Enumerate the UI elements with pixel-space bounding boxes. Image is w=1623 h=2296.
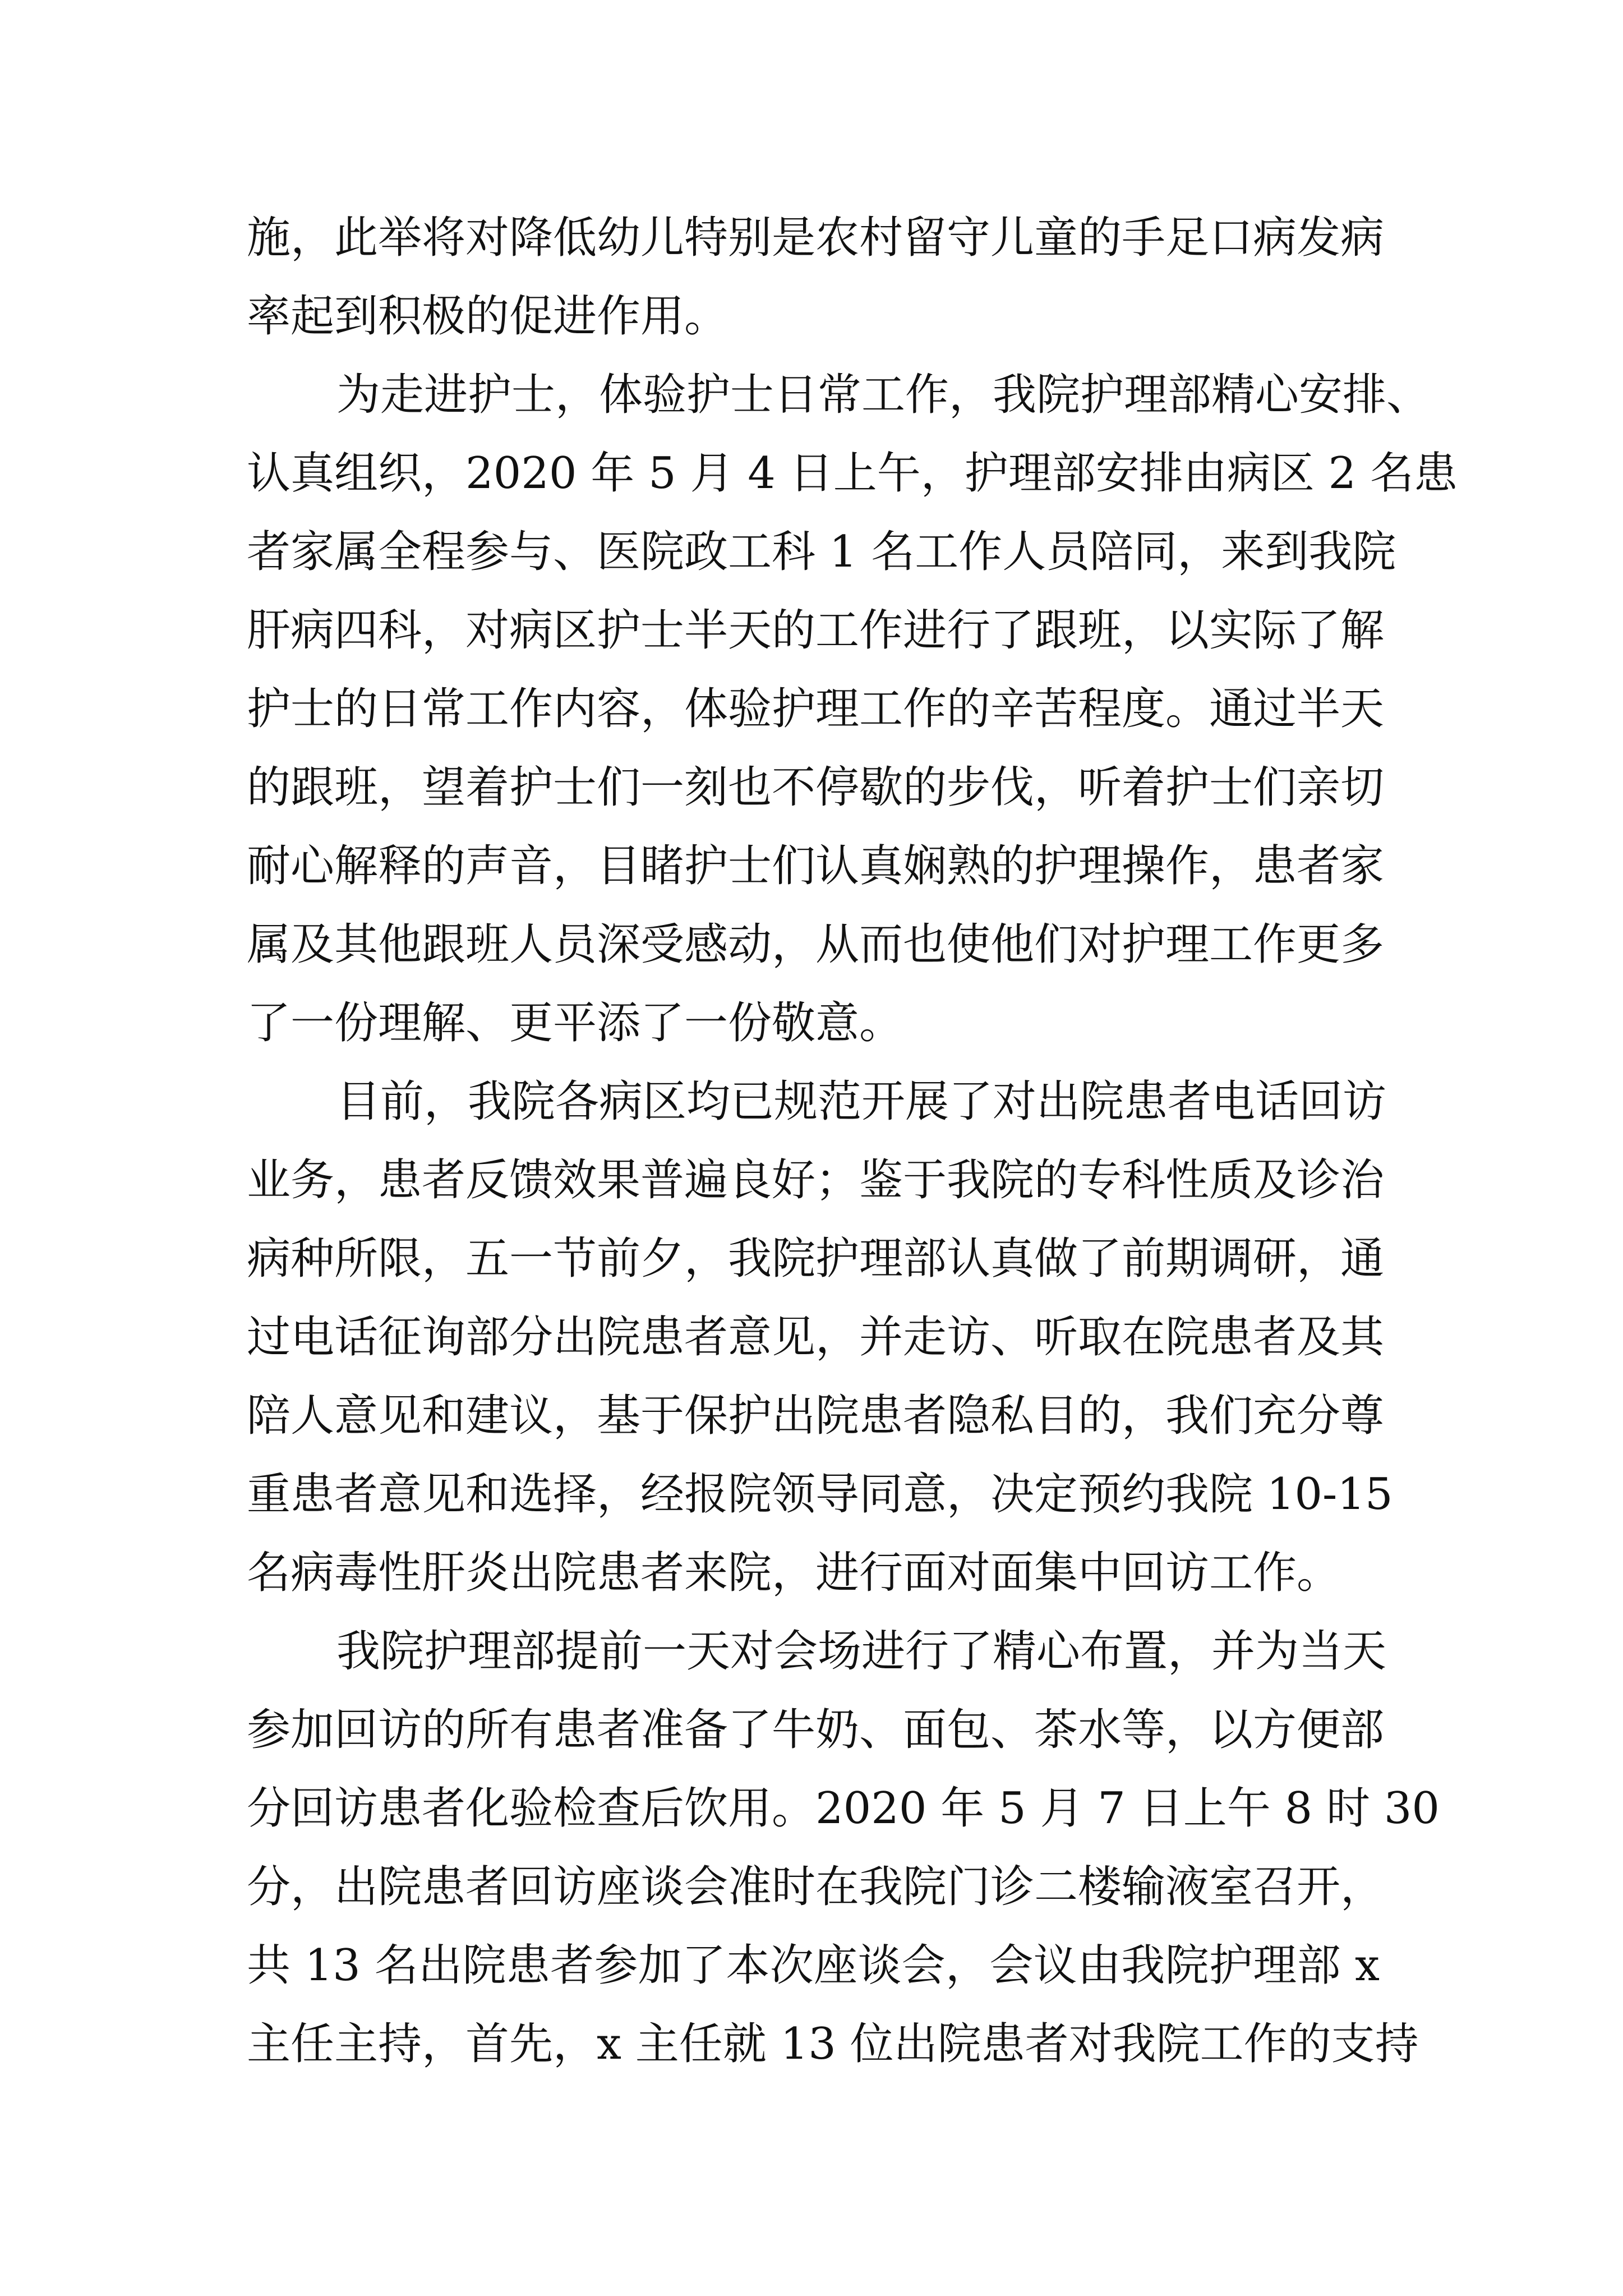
text-line: 共 13 名出院患者参加了本次座谈会，会议由我院护理部 x bbox=[247, 1940, 1380, 1991]
text-line: 参加回访的所有患者准备了牛奶、面包、茶水等，以方便部 bbox=[247, 1705, 1385, 1755]
text-line: 护士的日常工作内容，体验护理工作的辛苦程度。通过半天 bbox=[247, 684, 1385, 734]
paragraph-1 bbox=[247, 199, 1385, 356]
text-line: 属及其他跟班人员深受感动，从而也使他们对护理工作更多 bbox=[247, 919, 1385, 970]
paragraph-3 bbox=[247, 1062, 1393, 1612]
text-line: 率起到积极的促进作用。 bbox=[247, 291, 728, 342]
text-line: 名病毒性肝炎出院患者来院，进行面对面集中回访工作。 bbox=[247, 1548, 1341, 1598]
text-line: 耐心解释的声音，目睹护士们认真娴熟的护理操作，患者家 bbox=[247, 841, 1385, 891]
text-line: 的跟班，望着护士们一刻也不停歇的步伐，听着护士们亲切 bbox=[247, 762, 1385, 813]
text-line: 病种所限，五一节前夕，我院护理部认真做了前期调研，通 bbox=[247, 1234, 1385, 1284]
paragraph-2 bbox=[247, 356, 1458, 1062]
text-line: 为走进护士，体验护士日常工作，我院护理部精心安排、 bbox=[336, 370, 1431, 420]
text-line: 认真组织，2020 年 5 月 4 日上午，护理部安排由病区 2 名患 bbox=[247, 448, 1458, 499]
text-line: 者家属全程参与、医院政工科 1 名工作人员陪同，来到我院 bbox=[247, 527, 1396, 577]
text-line: 目前，我院各病区均已规范开展了对出院患者电话回访 bbox=[336, 1076, 1387, 1127]
text-line: 业务，患者反馈效果普遍良好；鉴于我院的专科性质及诊治 bbox=[247, 1155, 1385, 1205]
paragraph-4 bbox=[247, 1612, 1440, 2083]
text-line: 肝病四科，对病区护士半天的工作进行了跟班，以实际了解 bbox=[247, 605, 1385, 656]
document-body bbox=[247, 199, 1458, 2083]
text-line: 分回访患者化验检查后饮用。2020 年 5 月 7 日上午 8 时 30 bbox=[247, 1783, 1440, 1834]
text-line: 重患者意见和选择，经报院领导同意，决定预约我院 10-15 bbox=[247, 1469, 1393, 1520]
text-line: 了一份理解、更平添了一份敬意。 bbox=[247, 998, 903, 1048]
text-line: 过电话征询部分出院患者意见，并走访、听取在院患者及其 bbox=[247, 1312, 1385, 1363]
text-line: 施，此举将对降低幼儿特别是农村留守儿童的手足口病发病 bbox=[247, 213, 1385, 263]
text-line: 陪人意见和建议，基于保护出院患者隐私目的，我们充分尊 bbox=[247, 1391, 1385, 1441]
text-line: 我院护理部提前一天对会场进行了精心布置，并为当天 bbox=[336, 1626, 1387, 1677]
text-line: 主任主持，首先，x 主任就 13 位出院患者对我院工作的支持 bbox=[247, 2019, 1419, 2069]
text-line: 分，出院患者回访座谈会准时在我院门诊二楼输液室召开， bbox=[247, 1862, 1385, 1912]
